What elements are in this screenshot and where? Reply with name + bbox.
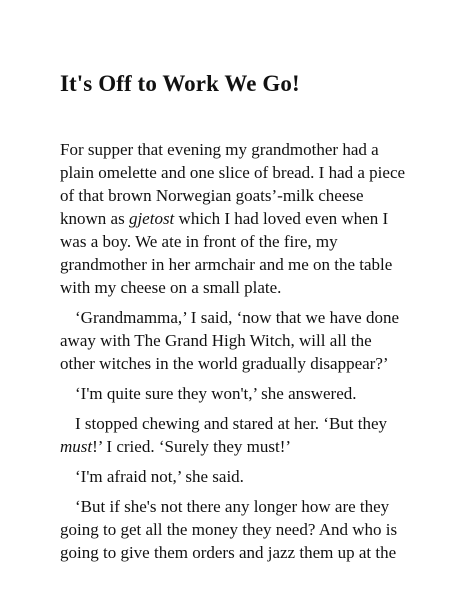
paragraph-1-emphasis: gjetost: [128, 209, 175, 228]
paragraph-4-text-a: I stopped chewing and stared at her. ‘But they: [75, 414, 388, 433]
paragraph-1: [60, 138, 408, 299]
paragraph-4-text-b: !’ I cried. ‘Surely they must!’: [92, 437, 292, 456]
paragraph-4-emphasis: must: [60, 437, 93, 456]
paragraph-3: ‘I'm quite sure they won't,’ she answered.: [75, 384, 357, 403]
paragraph-1-text-b: which I had loved even when I was a boy. We ate in front of the fire, my grandmother in her armchair and me on the table with my cheese on a small plate.: [60, 209, 393, 297]
paragraph-2: ‘Grandmamma,’ I said, ‘now that we have done away with The Grand High Witch, will all the other witches in the world gradually disappear?’: [60, 308, 399, 373]
paragraph-1-text-a: For supper that evening my grandmother had a plain omelette and one slice of bread. I had a piece of that brown Norwegian goats’-milk cheese known as: [60, 140, 406, 228]
chapter-title: It's Off to Work We Go!: [60, 71, 300, 96]
paragraph-5: ‘I'm afraid not,’ she said.: [75, 467, 244, 486]
paragraph-4: [60, 412, 408, 458]
paragraph-6: ‘But if she's not there any longer how are they going to get all the money they need? And who is going to give them orders and jazz them up at the: [60, 497, 398, 562]
